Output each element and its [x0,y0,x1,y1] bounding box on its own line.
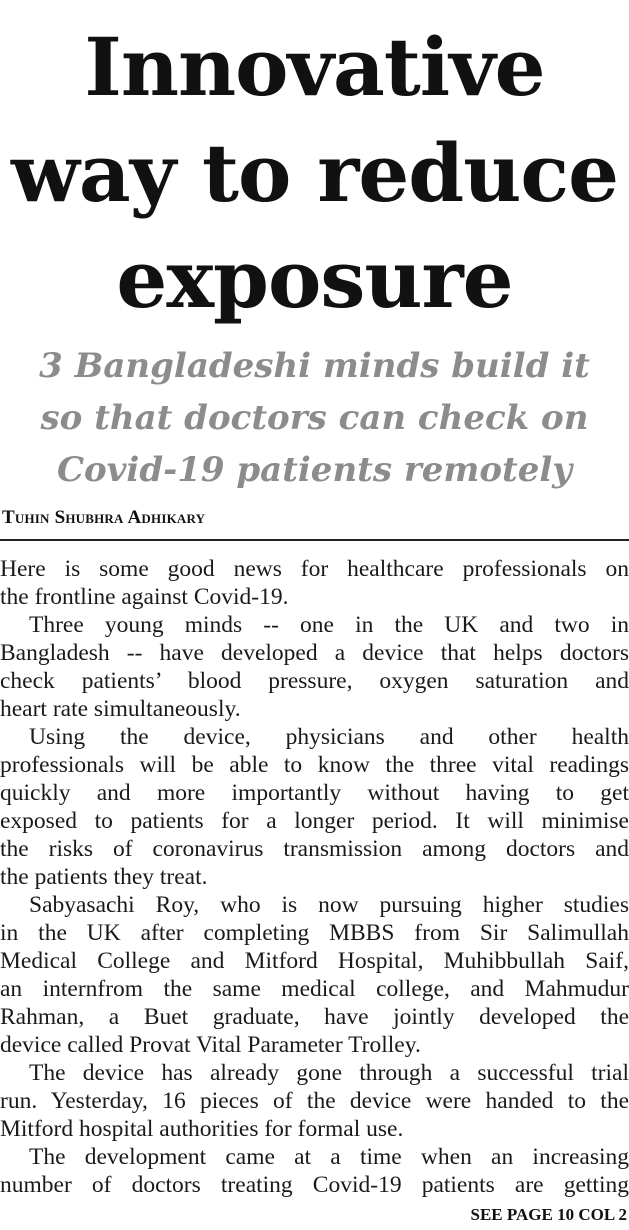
text-line: Medical College and Mitford Hospital, Muhibbullah Saif, [0,948,629,974]
text-line: in the UK after completing MBBS from Sir Salimullah [0,920,629,946]
text-line: Sabyasachi Roy, who is now pursuing higher studies [29,892,629,918]
headline-line: exposure [116,232,513,326]
byline: Tuhin Shubhra Adhikary [2,507,206,528]
headline-line: way to reduce [11,126,618,220]
paragraph [0,1143,629,1199]
text-line: Three young minds -- one in the UK and two in [29,612,629,638]
text-line: heart rate simultaneously. [0,696,241,722]
text-line: run. Yesterday, 16 pieces of the device were handed to the [0,1088,629,1114]
text-line: the risks of coronavirus transmission among doctors and [0,836,629,862]
subheadline-line: 3 Bangladeshi minds build it [39,346,590,386]
text-line: Rahman, a Buet graduate, have jointly developed the [0,1004,629,1030]
text-line: device called Provat Vital Parameter Trolley. [0,1032,421,1058]
text-line: the frontline against Covid-19. [0,584,289,610]
text-line: the patients they treat. [0,864,208,890]
text-line: The development came at a time when an increasing [29,1144,629,1170]
subheadline-line: Covid-19 patients remotely [56,450,573,490]
byline-divider [0,539,629,541]
paragraph [0,1059,629,1143]
text-line: Using the device, physicians and other health [29,724,629,750]
continued-on-page-link[interactable]: SEE PAGE 10 COL 2 [470,1205,627,1224]
paragraph [0,611,629,723]
headline [0,14,629,332]
paragraph [0,555,629,611]
text-line: The device has already gone through a successful trial [29,1060,629,1086]
paragraph [0,891,629,1059]
text-line: professionals will be able to know the three vital readings [0,752,629,778]
headline-line: Innovative [84,20,545,114]
paragraph [0,723,629,891]
text-line: Bangladesh -- have developed a device that helps doctors [0,640,629,666]
text-line: Here is some good news for healthcare professionals on [0,556,629,582]
article-body [0,555,629,1199]
subheadline-line: so that doctors can check on [40,398,589,438]
text-line: Mitford hospital authorities for formal use. [0,1116,404,1142]
text-line: check patients’ blood pressure, oxygen saturation and [0,668,629,694]
subheadline [0,340,629,496]
text-line: exposed to patients for a longer period. It will minimise [0,808,629,834]
text-line: number of doctors treating Covid-19 patients are getting [0,1172,629,1198]
text-line: an internfrom the same medical college, and Mahmudur [0,976,629,1002]
text-line: quickly and more importantly without having to get [0,780,629,806]
